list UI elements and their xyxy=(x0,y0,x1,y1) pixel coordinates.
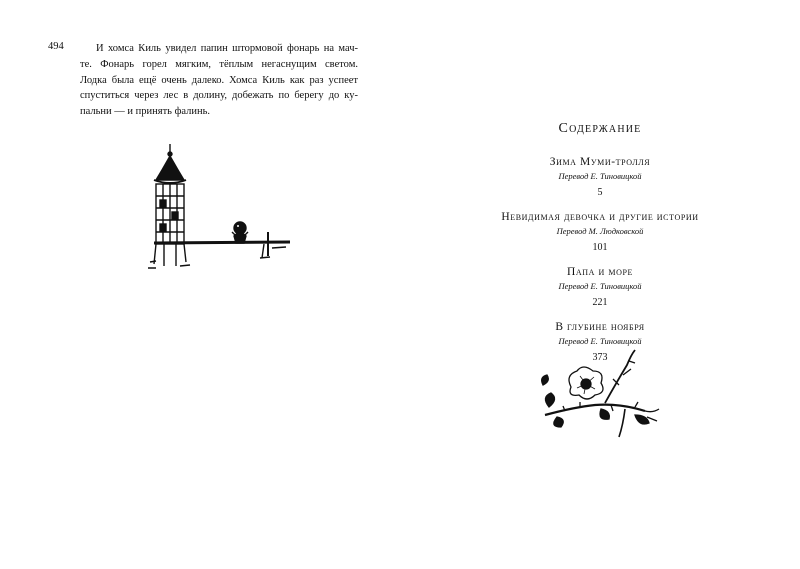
toc-entry-title: Папа и море xyxy=(567,266,633,278)
toc-entry-title: В глубине ноября xyxy=(555,321,645,333)
toc-entry-page: 221 xyxy=(592,297,608,308)
toc-entry-translator: Перевод Е. Тиновицкой xyxy=(558,336,642,346)
toc-entry[interactable] xyxy=(470,265,730,310)
toc-entry[interactable] xyxy=(470,210,730,255)
paragraph-line: Лодка была ещё очень далеко. Хомса Киль как раз успеет xyxy=(80,74,358,86)
toc-entry-page: 5 xyxy=(597,187,603,198)
toc-entry-title: Невидимая девочка и другие истории xyxy=(501,211,699,223)
paragraph-line: спуститься через лес в долину, добежать по берегу до ку- xyxy=(80,90,358,102)
toc-entry-translator: Перевод М. Людковской xyxy=(556,226,644,236)
lighthouse-illustration xyxy=(140,140,300,275)
flower-branch-illustration xyxy=(535,345,665,440)
toc-entry-page: 373 xyxy=(592,352,608,363)
paragraph-line: И хомса Киль увидел папин штормовой фонарь на мач- xyxy=(96,43,358,54)
page-number: 494 xyxy=(48,41,64,52)
toc-heading: Содержание xyxy=(558,121,642,136)
toc-entry-title: Зима Муми-тролля xyxy=(549,156,651,168)
toc-entry-translator: Перевод Е. Тиновицкой xyxy=(558,171,642,181)
toc-entry-translator: Перевод Е. Тиновицкой xyxy=(558,281,642,291)
body-paragraph xyxy=(80,41,358,120)
paragraph-line: те. Фонарь горел мягким, тёплым негаснущим светом. xyxy=(80,58,358,70)
toc-entry-page: 101 xyxy=(592,242,608,253)
paragraph-line: пальни — и принять фалинь. xyxy=(80,106,211,118)
table-of-contents xyxy=(470,155,730,375)
toc-entry[interactable] xyxy=(470,155,730,200)
